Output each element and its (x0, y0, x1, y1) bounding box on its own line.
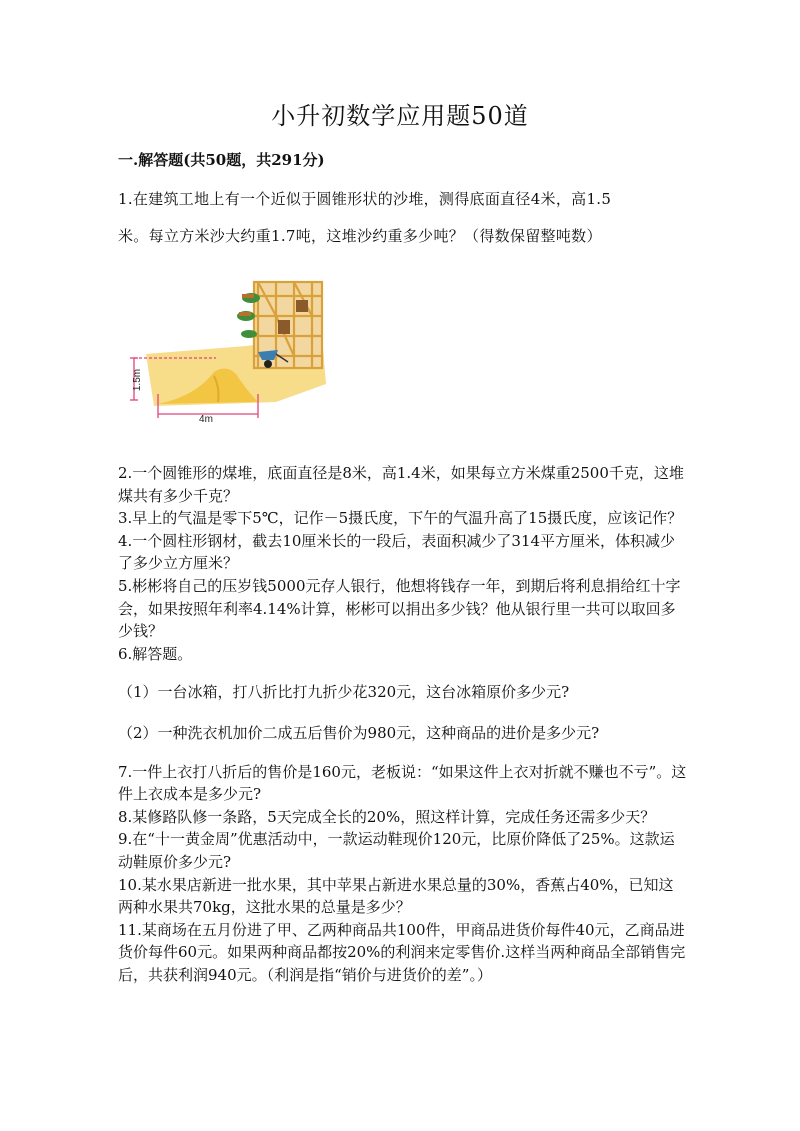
question-6-part-2: （2）一种洗衣机加价二成五后售价为980元，这种商品的进价是多少元? (118, 723, 600, 742)
question-1-line-2: 米。每立方米沙大约重1.7吨，这堆沙约重多少吨？（得数保留整吨数） (118, 227, 602, 245)
diameter-label: 4m (199, 414, 213, 425)
question-2: 2.一个圆锥形的煤堆，底面直径是8米，高1.4米，如果每立方米煤重2500千克，这堆煤共有多少千克？ (118, 464, 684, 505)
page-title: 小升初数学应用题50道 (271, 102, 529, 130)
question-8: 8.某修路队修一条路，5天完成全长的20%，照这样计算，完成任务还需多少天？ (118, 807, 656, 826)
question-5: 5.彬彬将自己的压岁钱5000元存人银行，他想将钱存一年，到期后将利息捐给红十字会，如果按照年利率4.14%计算，彬彬可以捐出多少钱？他从银行里一共可以取回多少钱？ (118, 576, 681, 641)
question-4: 4.一个圆柱形钢材，截去10厘米长的一段后，表面积减少了314平方厘米，体积减少了多少立方厘米？ (118, 531, 676, 573)
question-6: 6.解答题。 (118, 644, 193, 663)
question-3: 3.早上的气温是零下5℃，记作－5摄氏度，下午的气温升高了15摄氏度，应该记作？ (118, 509, 683, 528)
question-7: 7.一件上衣打八折后的售价是160元，老板说：“如果这件上衣对折就不赚也不亏”。这件上衣成本是多少元? (118, 762, 687, 804)
question-9: 9.在“十一黄金周”优惠活动中，一款运动鞋现价120元，比原价降低了25%。这款运动鞋原价多少元? (118, 830, 675, 871)
questions-block (118, 462, 688, 986)
question-6-part-1: （1）一台冰箱，打八折比打九折少花320元，这台冰箱原价多少元? (118, 683, 570, 702)
sand-pile-figure (126, 276, 336, 428)
question-10: 10.某水果店新进一批水果，其中苹果占新进水果总量的30%，香蕉占40%，已知这两种水果共70kg，这批水果的总量是多少？ (118, 875, 674, 917)
question-11: 11.某商场在五月份进了甲、乙两种商品共100件，甲商品进货价每件40元，乙商品进货价每件60元。如果两种商品都按20%的利润来定零售价.这样当两种商品全部销售完后，共获利润940元。（利润是指“销价与进货价的差”。） (118, 920, 686, 984)
question-1-line-1: 1.在建筑工地上有一个近似于圆锥形状的沙堆，测得底面直径4米，高1.5 (118, 190, 612, 208)
section-heading: 一.解答题(共50题，共291分) (118, 151, 325, 169)
height-label: 1.5m (132, 368, 143, 392)
